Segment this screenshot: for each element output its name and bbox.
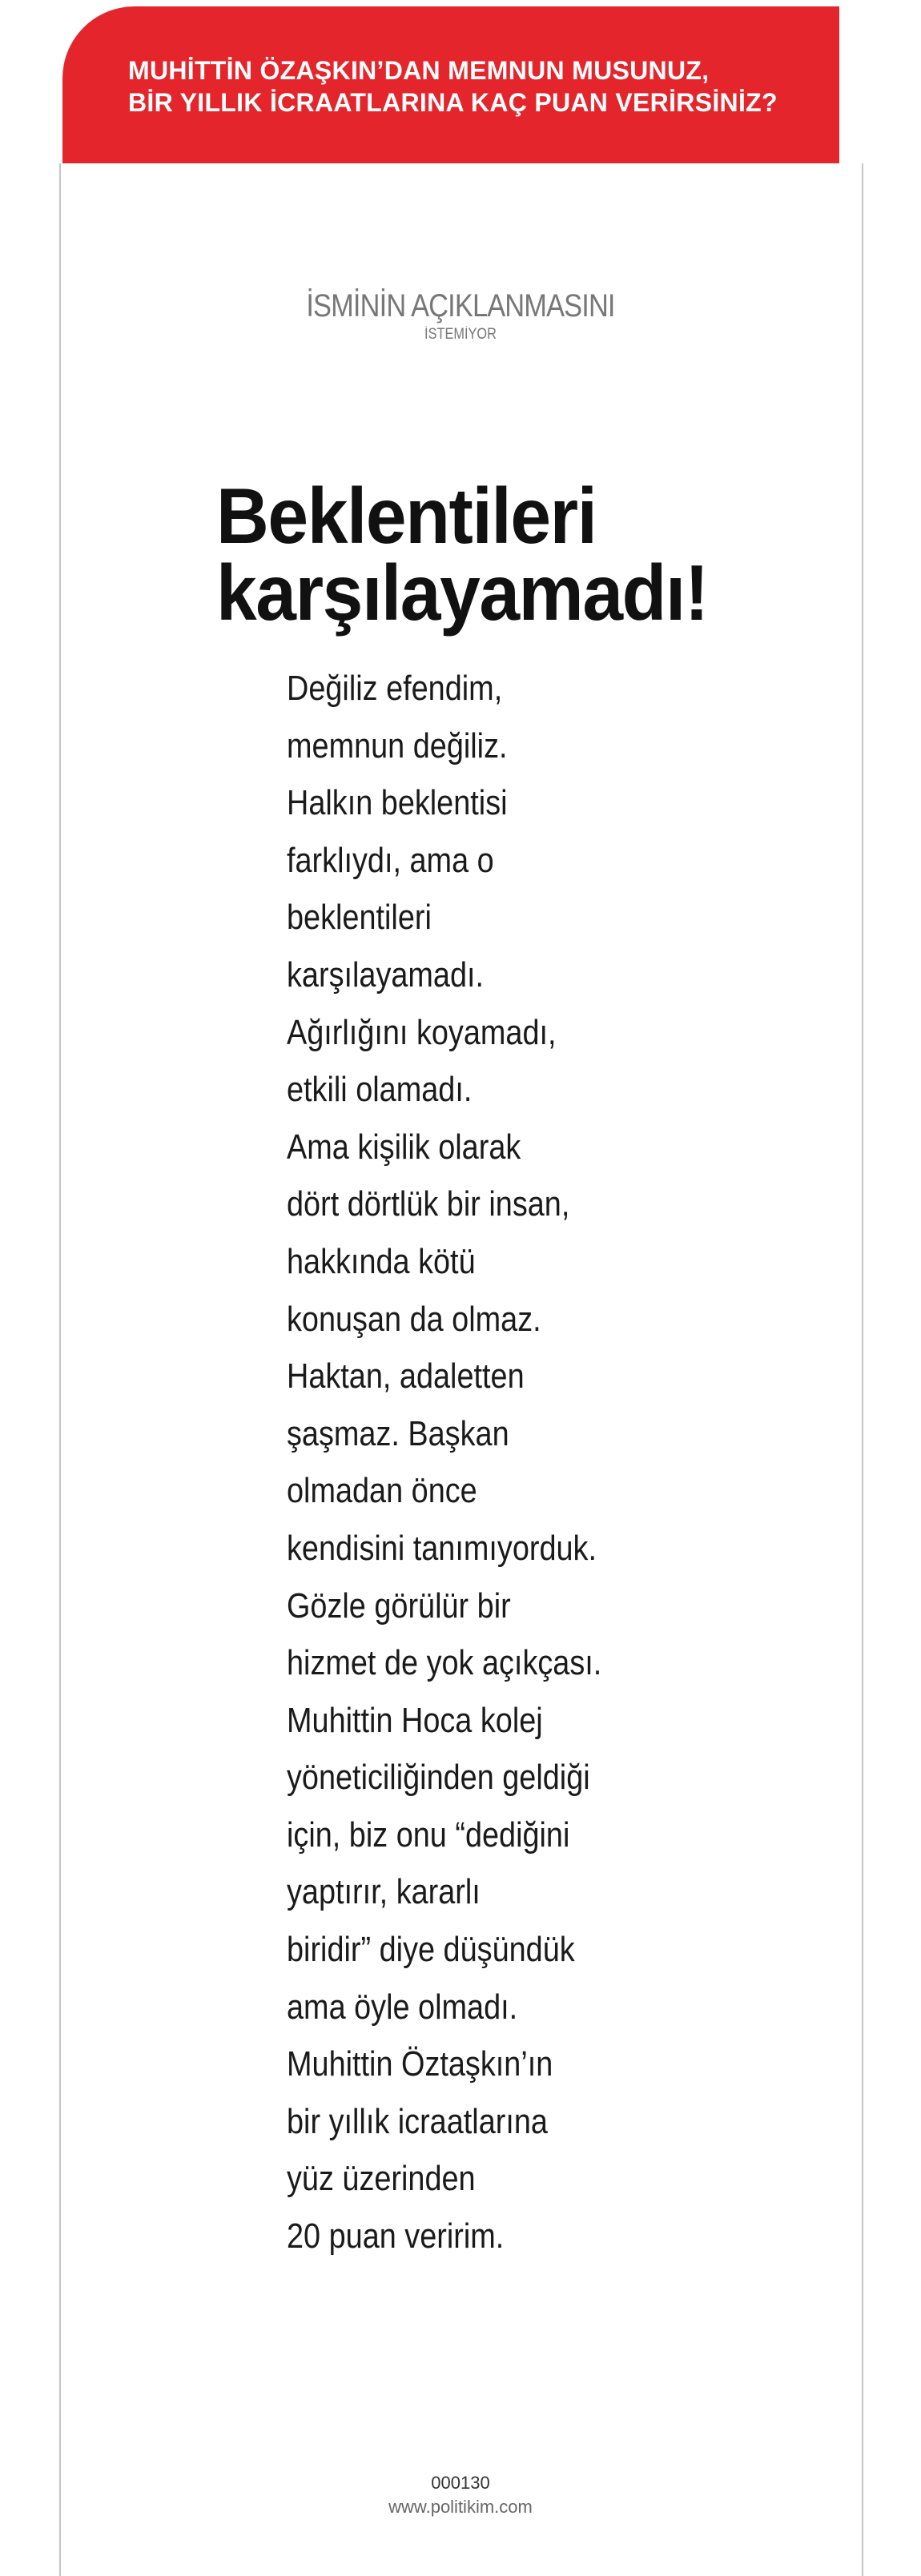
- frame-left-border: [59, 163, 61, 2576]
- quote-line: Gözle görülür bir: [287, 1585, 511, 1626]
- quote-line: Muhittin Öztaşkın’ın: [287, 2044, 553, 2084]
- respondent-name: İSMİNİN AÇIKLANMASINI: [306, 288, 615, 324]
- website-link[interactable]: www.politikim.com: [388, 2497, 533, 2517]
- quote-line: yaptırır, kararlı: [287, 1872, 481, 1912]
- respondent-block: [240, 288, 681, 344]
- respondent-note: İSTEMİYOR: [424, 326, 497, 343]
- quote-line: Ağırlığını koyamadı,: [287, 1012, 557, 1052]
- page-footer: [300, 2471, 621, 2519]
- quote-line: memnun değiliz.: [287, 725, 508, 766]
- quote-body: [287, 660, 703, 2265]
- question-banner: [62, 6, 839, 163]
- page-code: 000130: [431, 2473, 490, 2493]
- quote-line: konuşan da olmaz.: [287, 1299, 541, 1339]
- headline: [216, 472, 753, 637]
- quote-line: 20 puan veririm.: [287, 2216, 505, 2257]
- quote-line: kendisini tanımıyorduk.: [287, 1528, 597, 1568]
- quote-line: Muhittin Hoca kolej: [287, 1700, 543, 1740]
- quote-line: Haktan, adaletten: [287, 1356, 525, 1397]
- quote-line: Değiliz efendim,: [287, 669, 503, 708]
- quote-line: biridir” diye düşündük: [287, 1930, 575, 1970]
- quote-line: Ama kişilik olarak: [287, 1127, 521, 1167]
- quote-line: Halkın beklentisi: [287, 783, 508, 823]
- quote-line: için, biz onu “dediğini: [287, 1814, 570, 1855]
- quote-line: ama öyle olmadı.: [287, 1987, 518, 2027]
- question-line-1: MUHİTTİN ÖZAŞKIN’DAN MEMNUN MUSUNUZ,: [128, 56, 710, 85]
- quote-line: farklıydı, ama o: [287, 840, 494, 880]
- quote-line: yüz üzerinden: [287, 2159, 476, 2199]
- quote-line: bir yıllık icraatlarına: [287, 2101, 548, 2141]
- quote-line: beklentileri: [287, 898, 432, 938]
- quote-line: karşılayamadı.: [287, 954, 485, 995]
- question-line-2: BİR YILLIK İCRAATLARINA KAÇ PUAN VERİRSİNİZ?: [128, 88, 778, 117]
- quote-line: hizmet de yok açıkçası.: [287, 1643, 602, 1683]
- quote-line: etkili olamadı.: [287, 1070, 473, 1110]
- headline-line-2: karşılayamadı!: [216, 549, 708, 637]
- quote-line: şaşmaz. Başkan: [287, 1413, 509, 1453]
- quote-line: yöneticiliğinden geldiği: [287, 1758, 590, 1798]
- headline-line-1: Beklentileri: [216, 472, 597, 560]
- quote-line: dört dörtlük bir insan,: [287, 1184, 570, 1224]
- frame-right-border: [862, 163, 863, 2576]
- quote-line: olmadan önce: [287, 1471, 477, 1511]
- quote-line: hakkında kötü: [287, 1241, 476, 1281]
